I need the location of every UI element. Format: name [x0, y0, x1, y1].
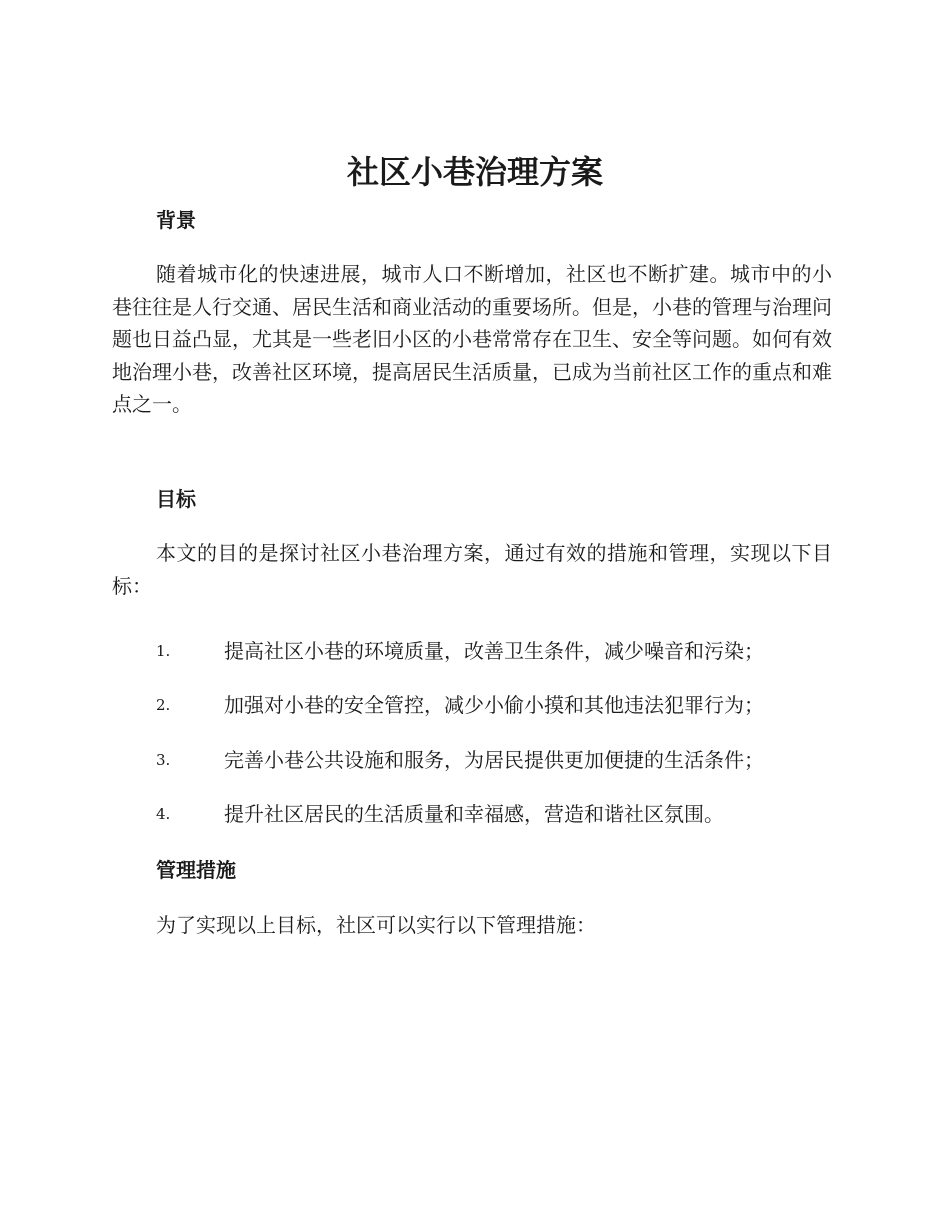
list-number: 2.	[156, 696, 171, 714]
list-text: 提升社区居民的生活质量和幸福感，营造和谐社区氛围。	[224, 802, 724, 826]
section-heading-goals: 目标	[156, 487, 196, 511]
goal-list-item	[156, 745, 836, 775]
section-heading-measures: 管理措施	[156, 858, 236, 882]
list-number: 3.	[156, 751, 171, 769]
list-text: 完善小巷公共设施和服务，为居民提供更加便捷的生活条件；	[224, 748, 764, 772]
document-title: 社区小巷治理方案	[346, 153, 603, 191]
list-text: 提高社区小巷的环境质量，改善卫生条件，减少噪音和污染；	[224, 639, 764, 663]
section-heading-background: 背景	[156, 208, 196, 232]
goal-list-item	[156, 636, 836, 666]
goals-paragraph: 本文的目的是探讨社区小巷治理方案，通过有效的措施和管理，实现以下目标：	[112, 541, 832, 598]
list-number: 4.	[156, 805, 171, 823]
goal-list-item	[156, 799, 836, 829]
list-number: 1.	[156, 642, 171, 660]
background-paragraph: 随着城市化的快速进展，城市人口不断增加，社区也不断扩建。城市中的小巷往往是人行交通、居民生活和商业活动的重要场所。但是，小巷的管理与治理问题也日益凸显，尤其是一些老旧小区的小巷常常存在卫生、安全等问题。如何有效地治理小巷，改善社区环境，提高居民生活质量，已成为当前社区工作的重点和难点之一。	[112, 262, 832, 416]
goal-list-item	[156, 690, 836, 720]
list-text: 加强对小巷的安全管控，减少小偷小摸和其他违法犯罪行为；	[224, 693, 764, 717]
measures-paragraph: 为了实现以上目标，社区可以实行以下管理措施：	[156, 913, 596, 937]
